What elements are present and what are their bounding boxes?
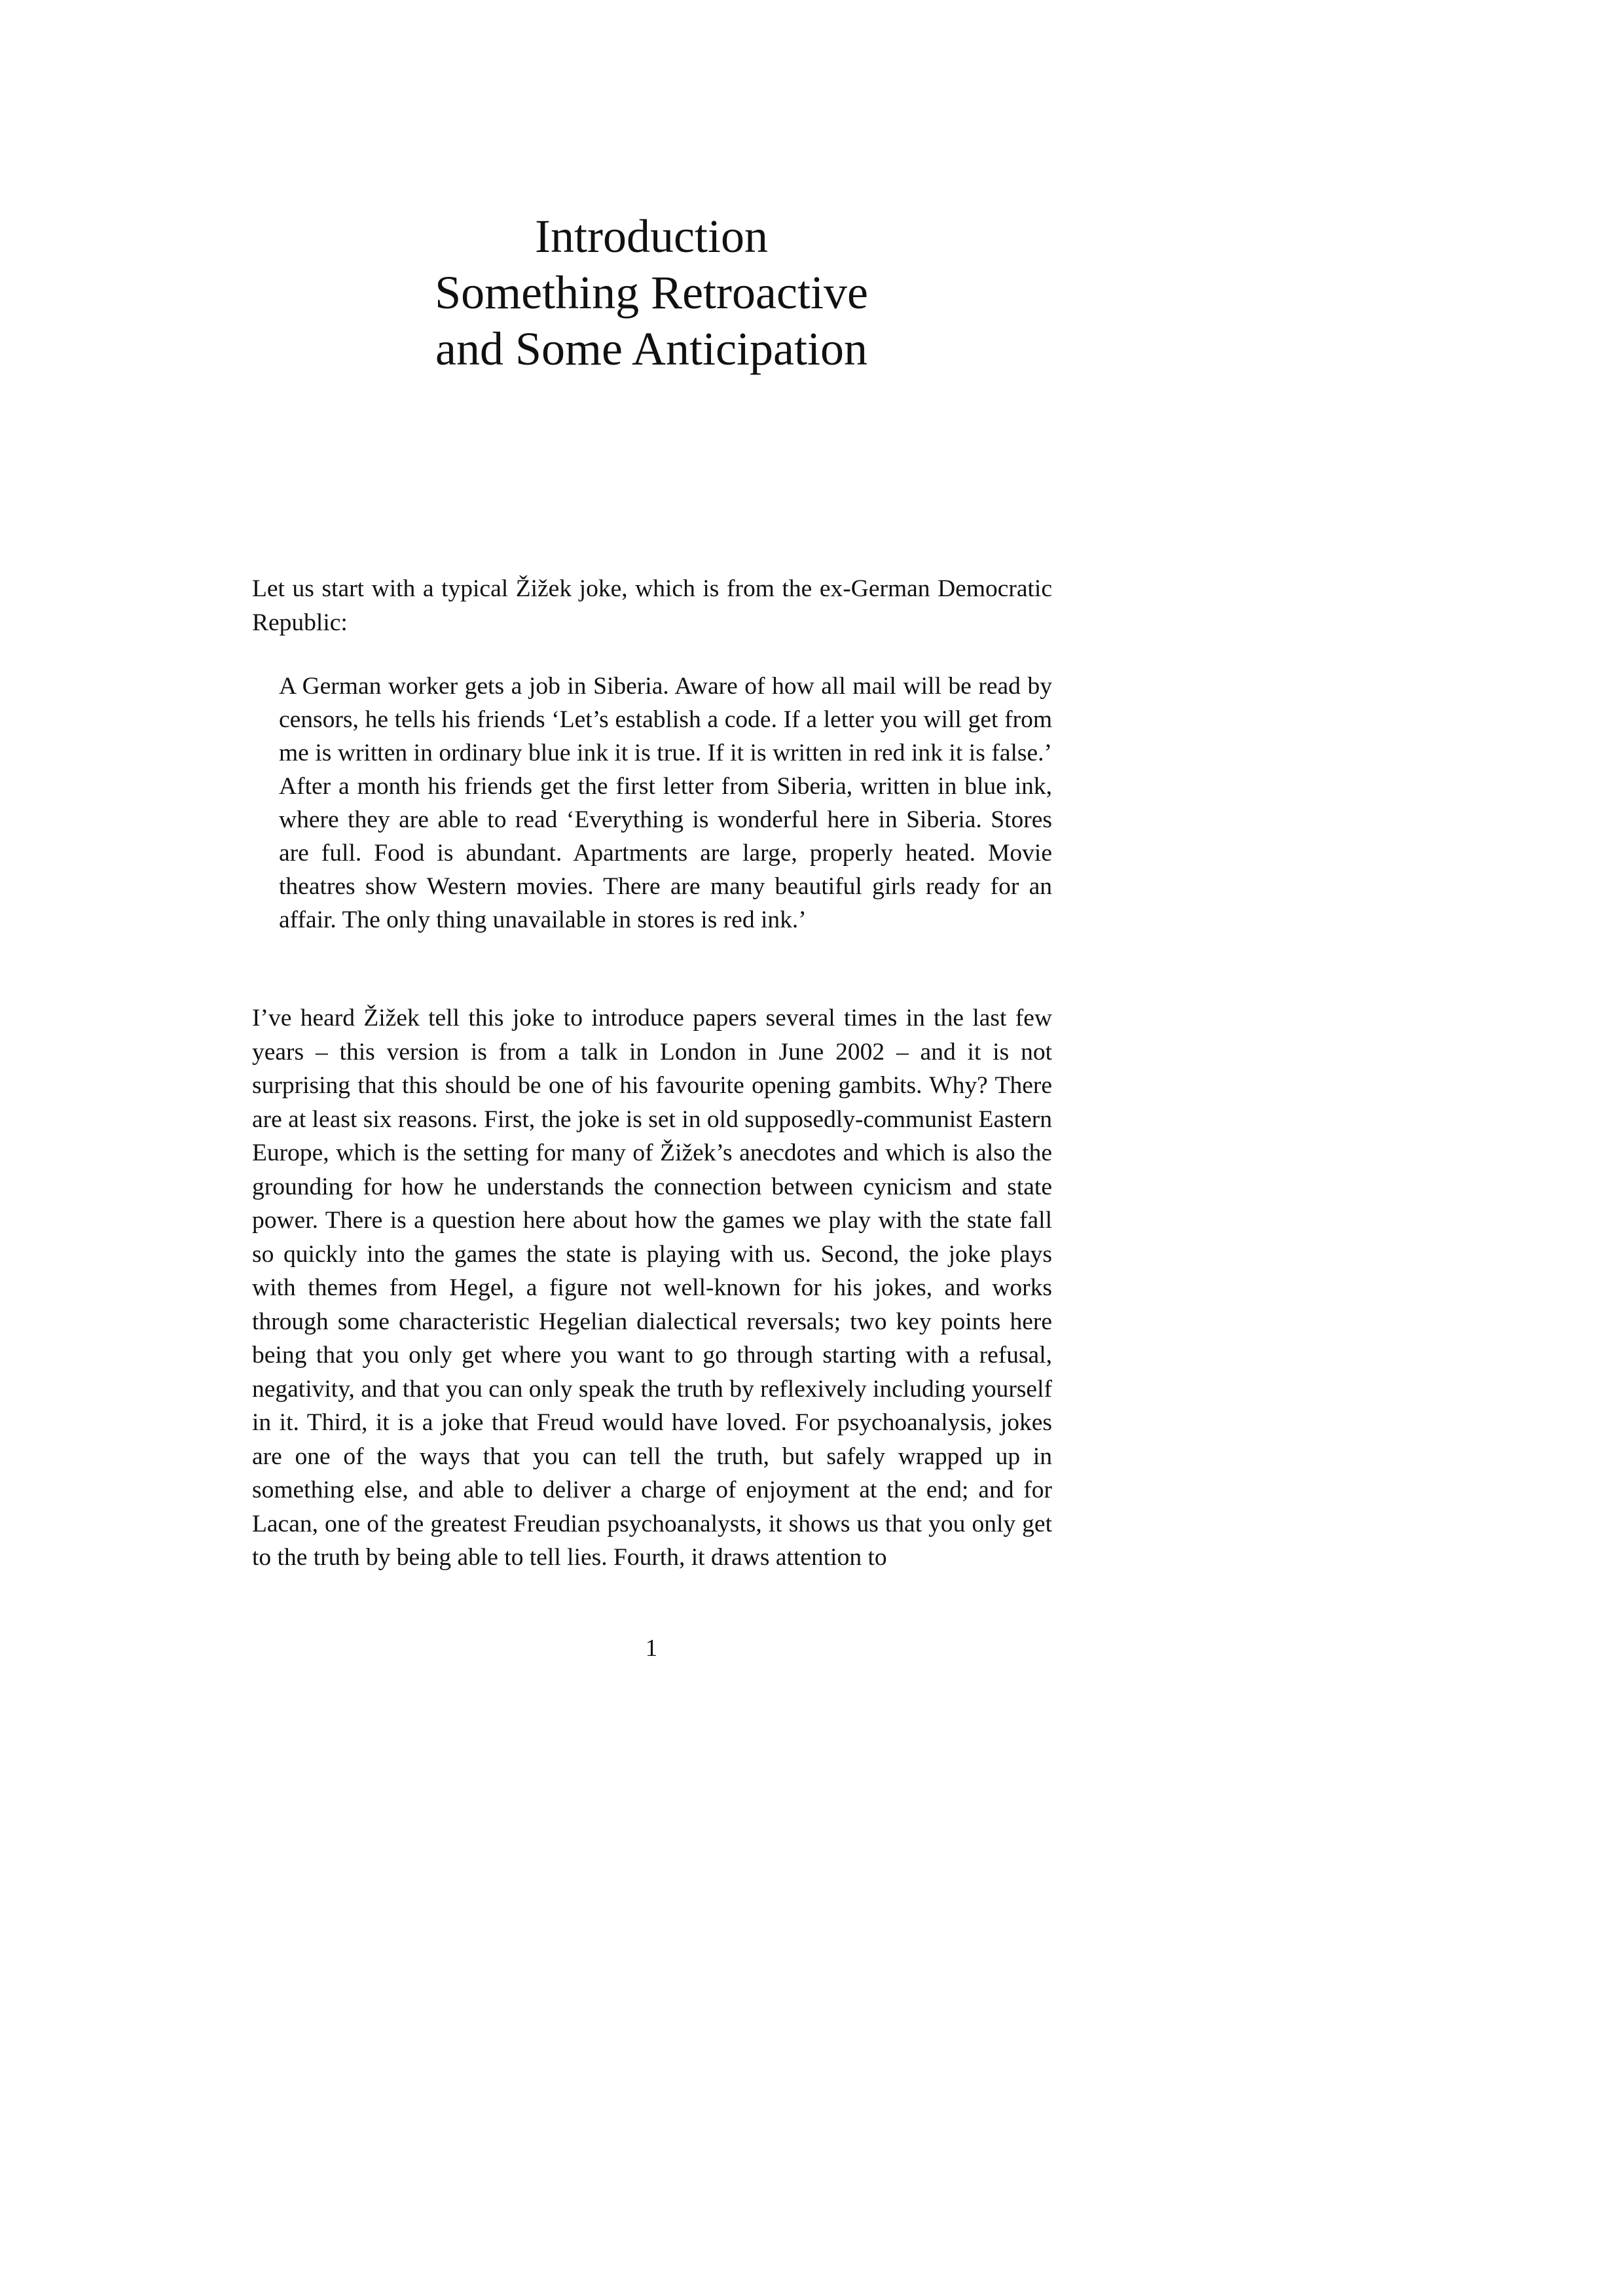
chapter-title-line-3: and Some Anticipation [435, 323, 867, 375]
chapter-title-line-2: Something Retroactive [435, 266, 868, 319]
intro-paragraph: Let us start with a typical Žižek joke, which is from the ex-German Democratic Republic: [252, 575, 1052, 636]
chapter-title [0, 208, 1303, 377]
chapter-title-line-1: Introduction [535, 210, 768, 262]
page-number: 1 [645, 1635, 658, 1662]
main-paragraph: I’ve heard Žižek tell this joke to introduce papers several times in the last few years – this version is from a talk in London in June 2002 – and it is not surprising that this should be one of his favourite opening gambits. Why? There are at least six reasons. First, the joke is set in old supposedly-communist Eastern Europe, which is the setting for many of Žižek’s anecdotes and which is also the grounding for how he understands the connection between cynicism and state power. There is a question here about how the games we play with the state fall so quickly into the games the state is playing with us. Second, the joke plays with themes from Hegel, a figure not well-known for his jokes, and works through some characteristic Hegelian dialectical reversals; two key points here being that you only get where you want to go through starting with a refusal, negativity, and that you can only speak the truth by reflexively including yourself in it. Third, it is a joke that Freud would have loved. For psychoanalysis, jokes are one of the ways that you can tell the truth, but safely wrapped up in something else, and able to deliver a charge of enjoyment at the end; and for Lacan, one of the greatest Freudian psychoanalysts, it shows us that you only get to the truth by being able to tell lies. Fourth, it draws attention to [252, 1005, 1052, 1571]
block-quote: A German worker gets a job in Siberia. Aware of how all mail will be read by censors, he tells his friends ‘Let’s establish a code. If a letter you will get from me is written in ordinary blue ink it is true. If it is written in red ink it is false.’ After a month his friends get the first letter from Siberia, written in blue ink, where they are able to read ‘Everything is wonderful here in Siberia. Stores are full. Food is abundant. Apartments are large, properly heated. Movie theatres show Western movies. There are many beautiful girls ready for an affair. The only thing unavailable in stores is red ink.’ [279, 673, 1052, 933]
